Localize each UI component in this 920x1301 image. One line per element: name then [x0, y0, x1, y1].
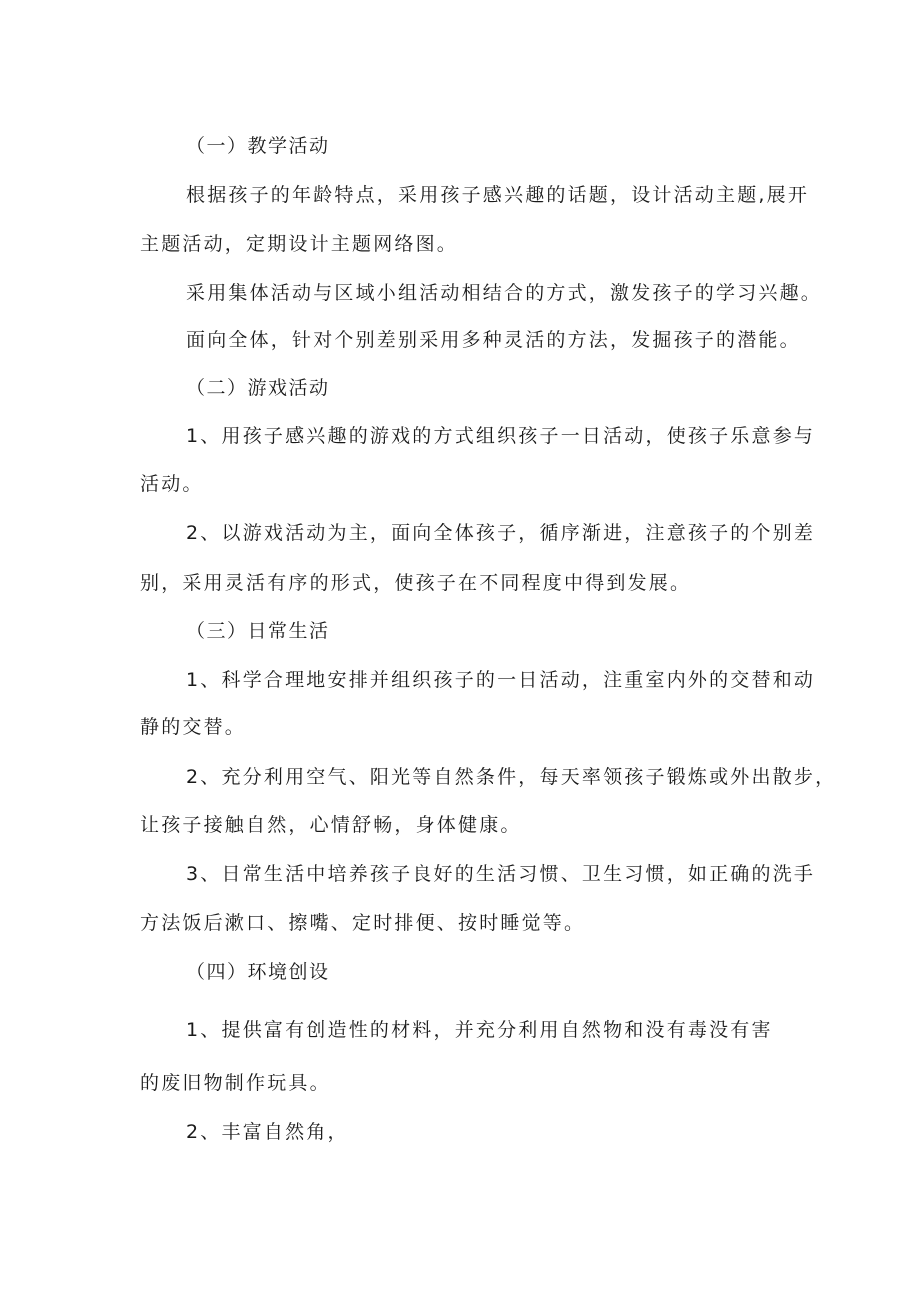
section-heading-environment: （四）环境创设 [186, 961, 330, 983]
list-item-line: 3、日常生活中培养孩子良好的生活习惯、卫生习惯，如正确的洗手 [186, 863, 816, 885]
list-item-line: 2、充分利用空气、阳光等自然条件，每天率领孩子锻炼或外出散步， [186, 766, 837, 788]
section-heading-daily-life: （三）日常生活 [186, 620, 330, 642]
list-item-line: 的废旧物制作玩具。 [140, 1072, 331, 1094]
section-heading-games: （二）游戏活动 [186, 377, 330, 399]
paragraph-line: 主题活动，定期设计主题网络图。 [140, 233, 459, 255]
list-item-line: 别，采用灵活有序的形式，使孩子在不同程度中得到发展。 [140, 572, 692, 594]
section-heading-teaching: （一）教学活动 [186, 135, 330, 157]
list-item-line: 活动。 [140, 473, 204, 495]
list-item-line: 1、用孩子感兴趣的游戏的方式组织孩子一日活动，使孩子乐意参与 [186, 425, 816, 447]
paragraph-line: 根据孩子的年龄特点，采用孩子感兴趣的话题，设计活动主题,展开 [186, 184, 810, 206]
list-item-line: 静的交替。 [140, 716, 247, 738]
list-item-line: 1、提供富有创造性的材料，并充分利用自然物和没有毒没有害 [186, 1019, 773, 1041]
paragraph-line: 采用集体活动与区域小组活动相结合的方式，激发孩子的学习兴趣。 [186, 282, 823, 304]
paragraph-line: 面向全体，针对个别差别采用多种灵活的方法，发掘孩子的潜能。 [186, 329, 801, 351]
list-item-line: 2、丰富自然角， [186, 1121, 349, 1143]
list-item-line: 让孩子接触自然，心情舒畅，身体健康。 [140, 814, 522, 836]
list-item-line: 2、以游戏活动为主，面向全体孩子，循序渐进，注意孩子的个别差 [186, 522, 816, 544]
list-item-line: 方法饭后漱口、擦嘴、定时排便、按时睡觉等。 [140, 912, 586, 934]
list-item-line: 1、科学合理地安排并组织孩子的一日活动，注重室内外的交替和动 [186, 669, 816, 691]
